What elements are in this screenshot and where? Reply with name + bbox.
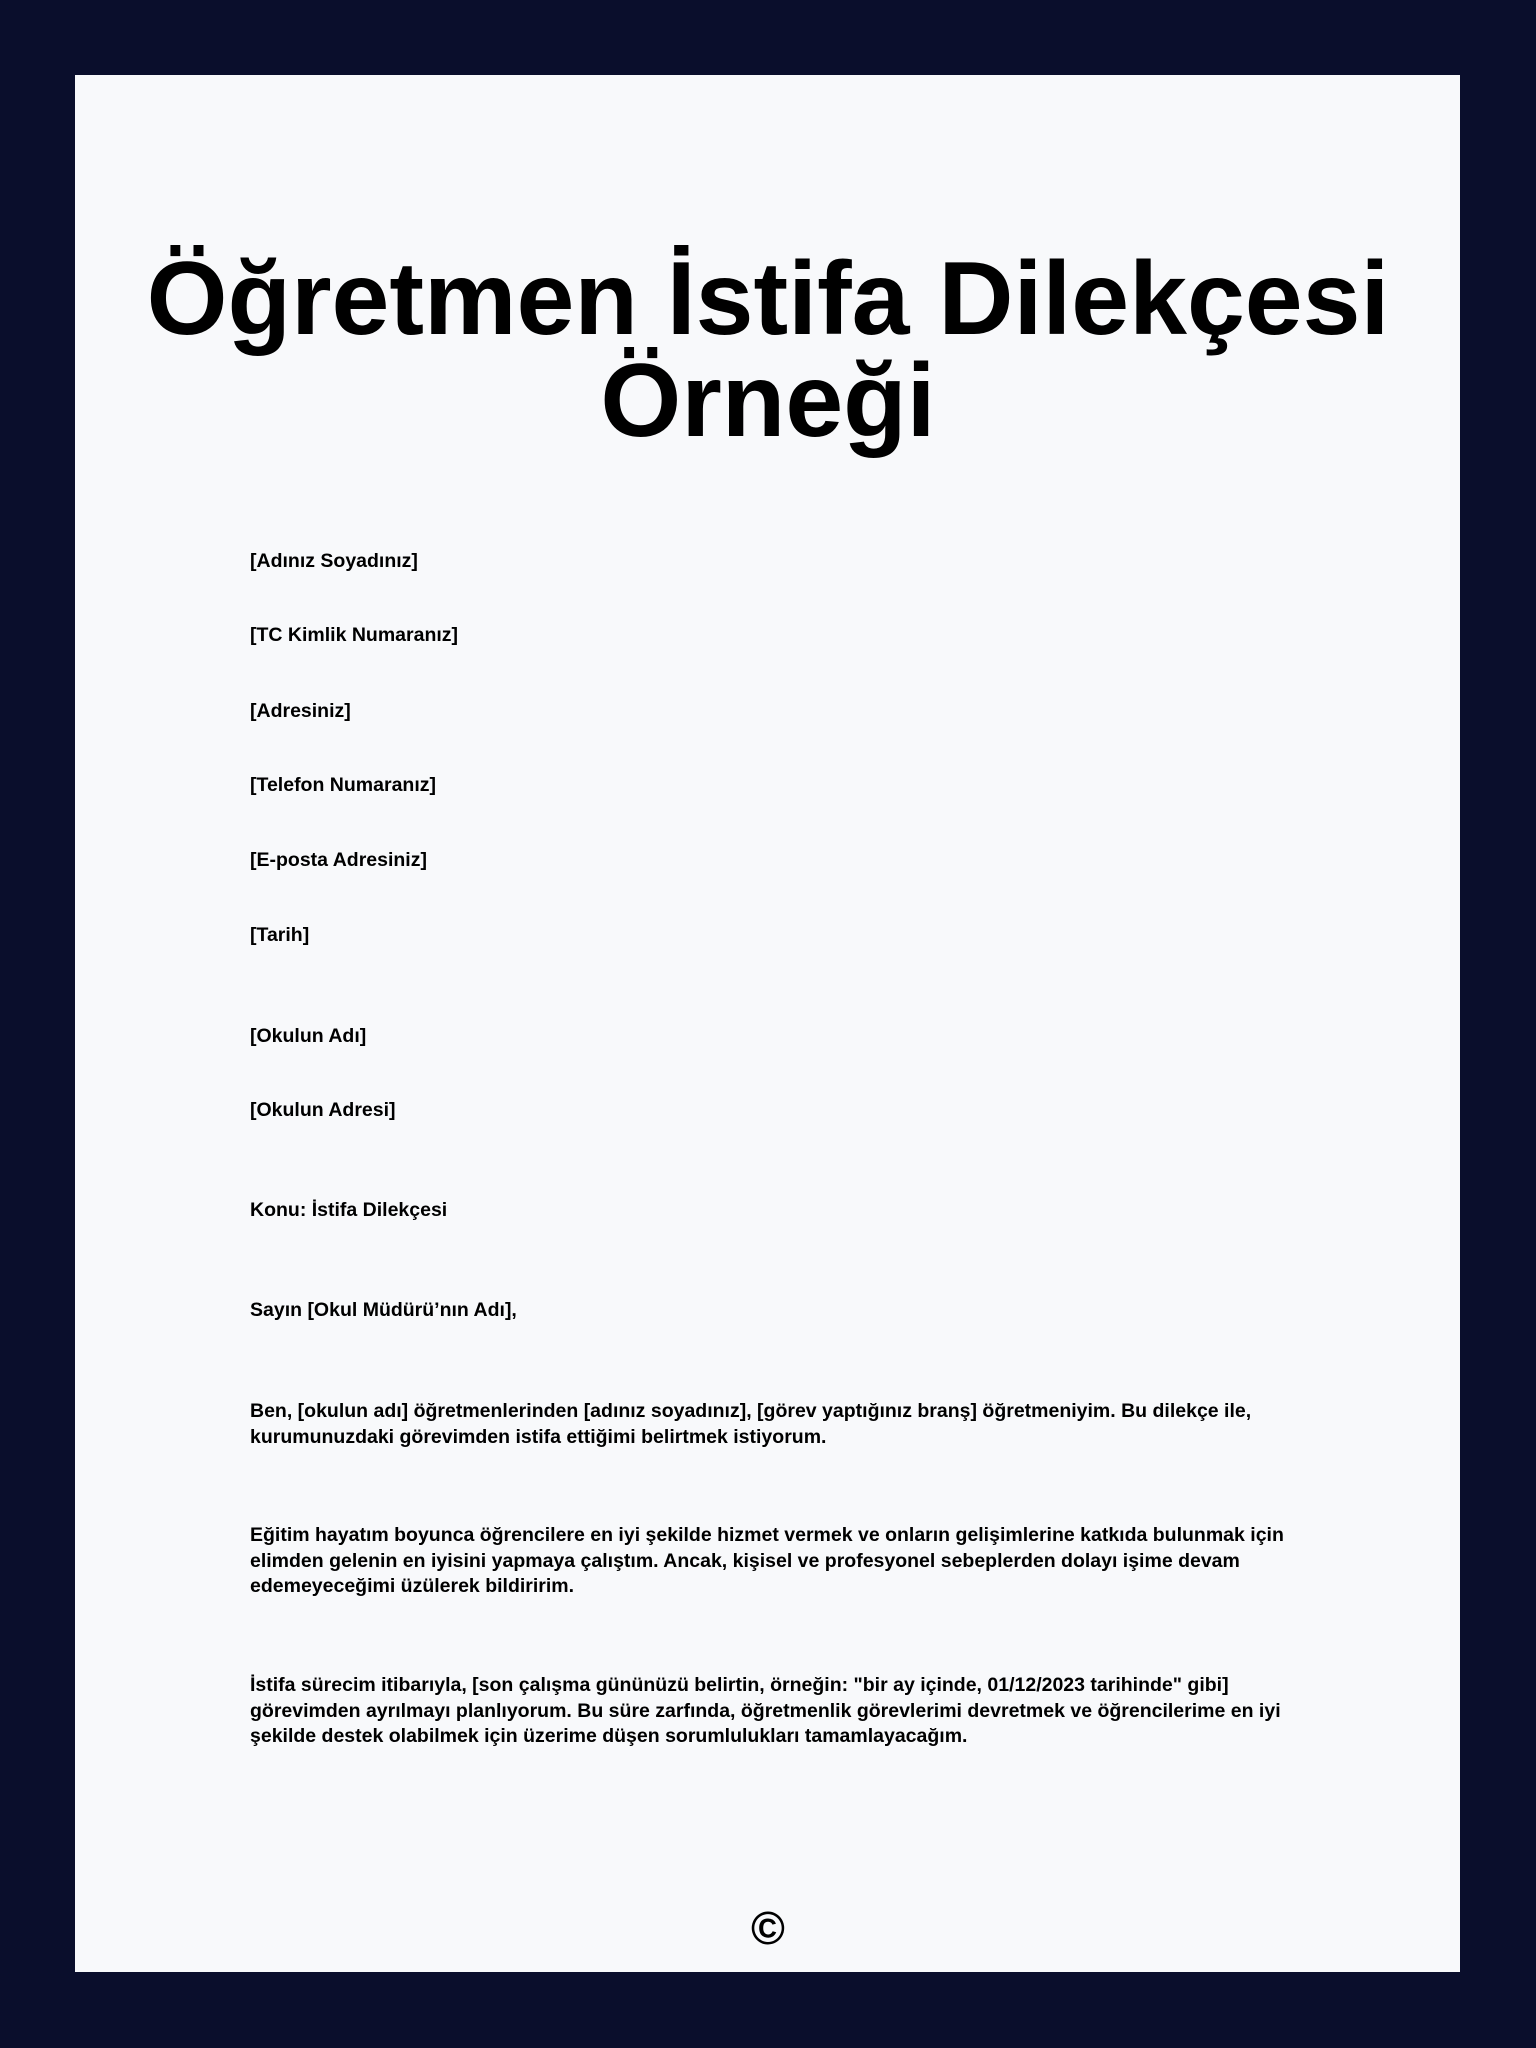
paragraph-timeline: İstifa sürecim itibarıyla, [son çalışma gününüzü belirtin, örneğin: "bir ay içinde, 01/12/2023 tarihinde" gibi] görevimden ayrılmayı planlıyorum. Bu süre zarfında, öğretmenlik görevlerimi devretmek ve öğrencilerime en iyi şekilde destek olabilmek için üzerime düşen sorumlulukları tamamlayacağım.: [250, 1674, 1281, 1747]
date: [Tarih]: [250, 924, 310, 946]
sender-id: [TC Kimlik Numaranız]: [250, 624, 459, 646]
school-address: [Okulun Adresi]: [250, 1099, 396, 1121]
paragraph-reason: Eğitim hayatım boyunca öğrencilere en iyi şekilde hizmet vermek ve onların gelişimlerine katkıda bulunmak için elimden gelenin en iyisini yapmaya çalıştım. Ancak, kişisel ve profesyonel sebeplerden dolayı işime devam edemeyeceğimi üzülerek bildiririm.: [250, 1524, 1284, 1597]
sender-name: [Adınız Soyadınız]: [250, 550, 418, 572]
page-title: Öğretmen İstifa Dilekçesi Örneği: [146, 241, 1390, 459]
copyright-icon: ©: [751, 1902, 785, 1954]
sender-email: [E-posta Adresiniz]: [250, 849, 427, 871]
salutation: Sayın [Okul Müdürü’nın Adı],: [250, 1299, 517, 1321]
sender-address: [Adresiniz]: [250, 700, 351, 722]
paragraph-intro: Ben, [okulun adı] öğretmenlerinden [adınız soyadınız], [görev yaptığınız branş] öğretmeniyim. Bu dilekçe ile, kurumunuzdaki görevimden istifa ettiğimi belirtmek istiyorum.: [250, 1400, 1252, 1448]
school-name: [Okulun Adı]: [250, 1025, 367, 1047]
subject-line: Konu: İstifa Dilekçesi: [250, 1199, 448, 1221]
sender-phone: [Telefon Numaranız]: [250, 774, 436, 796]
